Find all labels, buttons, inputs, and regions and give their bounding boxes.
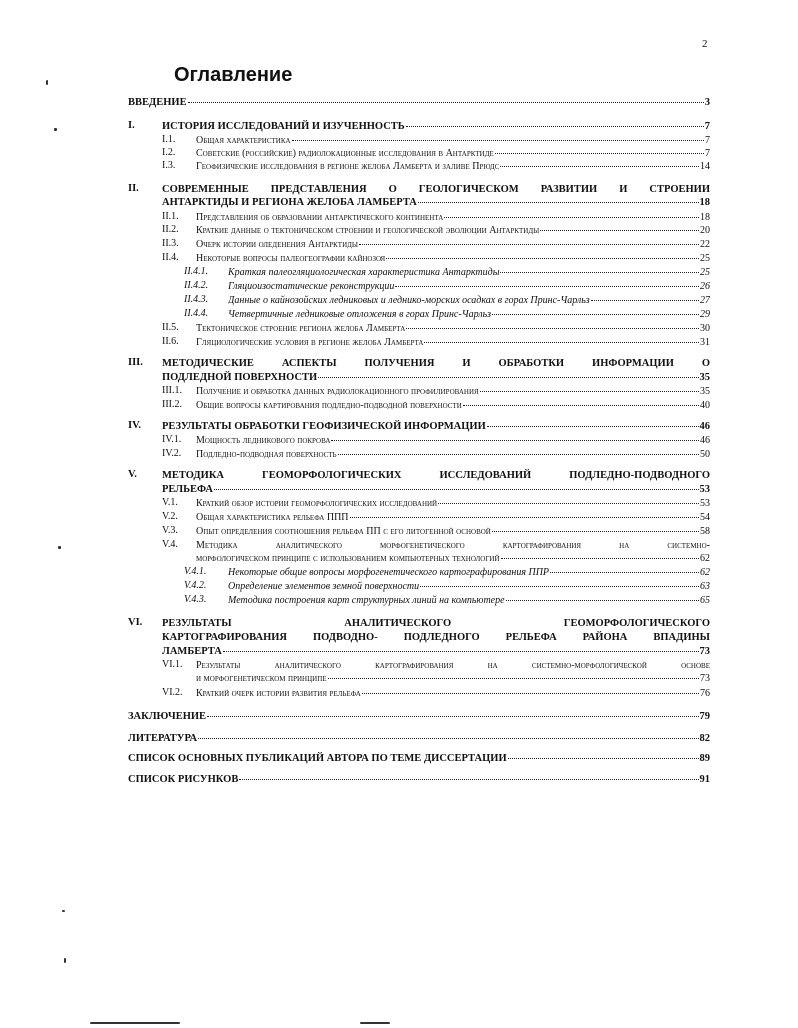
scan-speck xyxy=(58,546,61,549)
section-number: II.1. xyxy=(162,211,179,222)
section-number: III.2. xyxy=(162,399,182,410)
section-number: II.2. xyxy=(162,224,179,235)
toc-entry-conclusion[interactable]: ЗАКЛЮЧЕНИЕ 79 xyxy=(128,711,710,722)
toc-subsection-5-4-1[interactable]: Некоторые общие вопросы морфогенетического картографирования ППР 62 xyxy=(228,567,710,578)
section-number: II.5. xyxy=(162,322,179,333)
toc-chapter-5[interactable]: РЕЛЬЕФА 53 xyxy=(162,484,710,495)
toc-section-2-3[interactable]: Очерк истории оледенения Антарктиды 22 xyxy=(196,239,710,250)
toc-subsection-5-4-3[interactable]: Методика построения карт структурных линий на компьютере 65 xyxy=(228,595,710,606)
chapter-number: II. xyxy=(128,183,139,194)
toc-chapter-5-title[interactable]: МЕТОДИКА ГЕОМОРФОЛОГИЧЕСКИХ ИССЛЕДОВАНИЙ ПОДЛЕДНО-ПОДВОДНОГО xyxy=(162,470,710,481)
toc-chapter-2[interactable]: АНТАРКТИДЫ И РЕГИОНА ЖЕЛОБА ЛАМБЕРТА 18 xyxy=(162,197,710,208)
toc-section-2-5[interactable]: Тектоническое строение региона желоба Ламберта 30 xyxy=(196,323,710,334)
toc-section-2-2[interactable]: Краткие данные о тектоническом строении и геологической эволюции Антарктиды 20 xyxy=(196,225,710,236)
chapter-number: VI. xyxy=(128,617,143,628)
toc-section-3-1[interactable]: Получение и обработка данных радиолокационного профилирования 35 xyxy=(196,386,710,397)
toc-section-1-2[interactable]: Советские (российские) радиолокационные исследования в Антарктиде 7 xyxy=(196,148,710,159)
toc-section-6-1-title[interactable]: Результаты аналитического картографирования на системно-морфологической основе xyxy=(196,660,710,671)
toc-section-5-3[interactable]: Опыт определения соотношения рельефа ПП с его литогенной основой 58 xyxy=(196,526,710,537)
toc-section-5-4[interactable]: морфологическом принципе с использованием компьютерных технологий 62 xyxy=(196,553,710,564)
toc-subsection-2-4-1[interactable]: Краткая палеогляциологическая характеристика Антарктиды 25 xyxy=(228,267,710,278)
section-number: II.3. xyxy=(162,238,179,249)
section-number: V.1. xyxy=(162,497,178,508)
scan-edge xyxy=(90,1022,180,1024)
subsection-number: II.4.1. xyxy=(184,266,209,277)
toc-chapter-6-title[interactable]: РЕЗУЛЬТАТЫ АНАЛИТИЧЕСКОГО ГЕОМОРФОЛОГИЧЕСКОГО xyxy=(162,618,710,629)
section-number: II.4. xyxy=(162,252,179,263)
toc-entry-publications[interactable]: СПИСОК ОСНОВНЫХ ПУБЛИКАЦИЙ АВТОРА ПО ТЕМЕ ДИССЕРТАЦИИ 89 xyxy=(128,753,710,764)
section-number: IV.1. xyxy=(162,434,182,445)
scan-edge xyxy=(360,1022,390,1024)
toc-section-6-1[interactable]: и морфогенетическом принципе 73 xyxy=(196,673,710,684)
subsection-number: II.4.2. xyxy=(184,280,209,291)
toc-section-5-1[interactable]: Краткий обзор истории геоморфологических исследований 53 xyxy=(196,498,710,509)
toc-section-2-4[interactable]: Некоторые вопросы палеогеографии кайнозоя 25 xyxy=(196,253,710,264)
toc-chapter-1[interactable]: ИСТОРИЯ ИССЛЕДОВАНИЙ И ИЗУЧЕННОСТЬ 7 xyxy=(162,121,710,132)
section-number: V.4. xyxy=(162,539,178,550)
chapter-number: III. xyxy=(128,357,143,368)
section-number: V.3. xyxy=(162,525,178,536)
section-number: II.6. xyxy=(162,336,179,347)
section-number: VI.1. xyxy=(162,659,183,670)
section-number: I.1. xyxy=(162,134,176,145)
toc-section-5-4-title[interactable]: Методика аналитического морфогенетического картографирования на системно- xyxy=(196,540,710,551)
subsection-number: V.4.1. xyxy=(184,566,207,577)
section-number: I.3. xyxy=(162,160,176,171)
section-number: VI.2. xyxy=(162,687,183,698)
toc-section-2-1[interactable]: Представления об образовании антарктического континента 18 xyxy=(196,212,710,223)
scan-speck xyxy=(64,958,66,963)
section-number: V.2. xyxy=(162,511,178,522)
toc-section-4-2[interactable]: Подледно-подводная поверхность 50 xyxy=(196,449,710,460)
section-number: IV.2. xyxy=(162,448,182,459)
toc-entry-figures[interactable]: СПИСОК РИСУНКОВ 91 xyxy=(128,774,710,785)
subsection-number: II.4.3. xyxy=(184,294,209,305)
toc-chapter-6[interactable]: ЛАМБЕРТА 73 xyxy=(162,646,710,657)
toc-entry-literature[interactable]: ЛИТЕРАТУРА 82 xyxy=(128,733,710,744)
toc-section-6-2[interactable]: Краткий очерк истории развития рельефа 76 xyxy=(196,688,710,699)
toc-subsection-5-4-2[interactable]: Определение элементов земной поверхности 63 xyxy=(228,581,710,592)
toc-section-2-6[interactable]: Гляциологические условия в регионе желоба Ламберта 31 xyxy=(196,337,710,348)
toc-section-5-2[interactable]: Общая характеристика рельефа ППП 54 xyxy=(196,512,710,523)
toc-chapter-2-title[interactable]: СОВРЕМЕННЫЕ ПРЕДСТАВЛЕНИЯ О ГЕОЛОГИЧЕСКОМ РАЗВИТИИ И СТРОЕНИИ xyxy=(162,184,710,195)
toc-chapter-3-title[interactable]: МЕТОДИЧЕСКИЕ АСПЕКТЫ ПОЛУЧЕНИЯ И ОБРАБОТКИ ИНФОРМАЦИИ О xyxy=(162,358,710,369)
section-number: III.1. xyxy=(162,385,182,396)
toc-chapter-4[interactable]: РЕЗУЛЬТАТЫ ОБРАБОТКИ ГЕОФИЗИЧЕСКОЙ ИНФОРМАЦИИ 46 xyxy=(162,421,710,432)
toc-section-1-3[interactable]: Геофизические исследования в регионе желоба Ламберта и заливе Прюдс 14 xyxy=(196,161,710,172)
page-number: 2 xyxy=(702,38,708,50)
toc-section-1-1[interactable]: Общая характеристика 7 xyxy=(196,135,710,146)
chapter-number: V. xyxy=(128,469,137,480)
chapter-number: I. xyxy=(128,120,135,131)
toc-subsection-2-4-4[interactable]: Четвертичные ледниковые отложения в горах Принс-Чарльз 29 xyxy=(228,309,710,320)
toc-chapter-3[interactable]: ПОДЛЕДНОЙ ПОВЕРХНОСТИ 35 xyxy=(162,372,710,383)
subsection-number: II.4.4. xyxy=(184,308,209,319)
page-title: Оглавление xyxy=(174,64,293,86)
scan-speck xyxy=(62,910,65,912)
toc-chapter-6-title-2[interactable]: КАРТОГРАФИРОВАНИЯ ПОДВОДНО- ПОДЛЕДНОГО РЕЛЬЕФА РАЙОНА ВПАДИНЫ xyxy=(162,632,710,643)
subsection-number: V.4.2. xyxy=(184,580,207,591)
scan-speck xyxy=(46,80,48,85)
chapter-number: IV. xyxy=(128,420,141,431)
toc-section-3-2[interactable]: Общие вопросы картирования подледно-подводной поверхности 40 xyxy=(196,400,710,411)
toc-section-4-1[interactable]: Мощность ледникового покрова 46 xyxy=(196,435,710,446)
toc-entry-intro[interactable]: ВВЕДЕНИЕ 3 xyxy=(128,97,710,108)
toc-subsection-2-4-3[interactable]: Данные о кайнозойских ледниковых и леднико-морских осадках в горах Принс-Чарльз 27 xyxy=(228,295,710,306)
scan-speck xyxy=(54,128,57,131)
subsection-number: V.4.3. xyxy=(184,594,207,605)
toc-subsection-2-4-2[interactable]: Гляциоизостатические реконструкции 26 xyxy=(228,281,710,292)
section-number: I.2. xyxy=(162,147,176,158)
